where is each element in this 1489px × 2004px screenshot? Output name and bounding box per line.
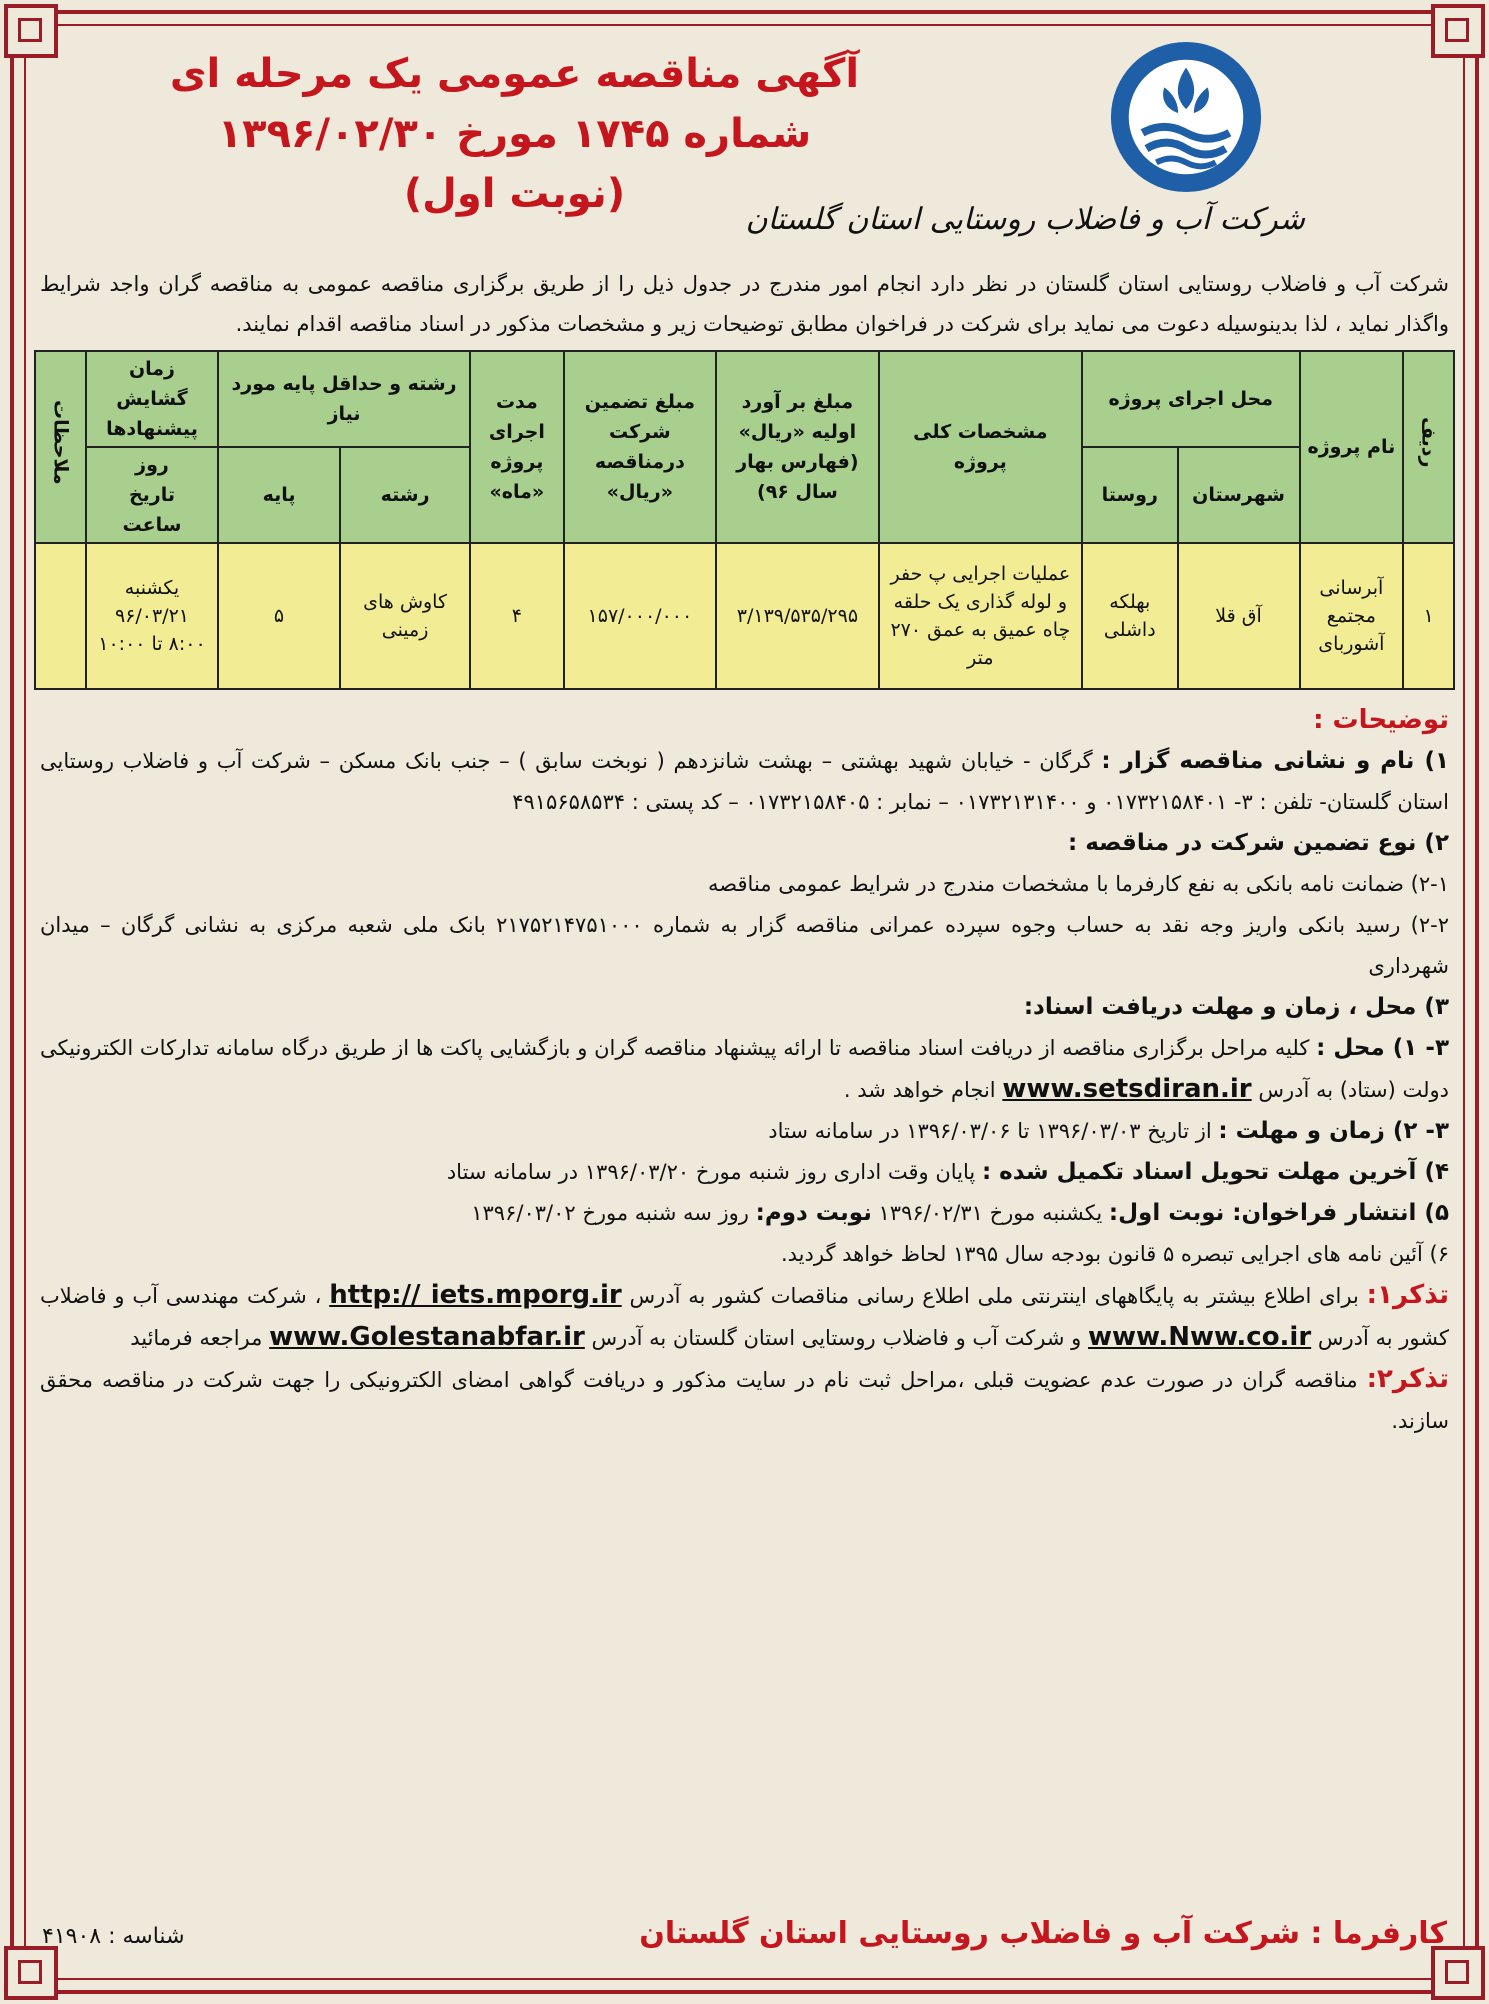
header-time: ساعت	[122, 514, 182, 536]
note-4-text: پایان وقت اداری روز شنبه مورخ ۱۳۹۶/۰۳/۲۰ در سامانه ستاد	[446, 1160, 976, 1184]
header-opening: زمان گشایش پیشنهادها	[86, 351, 218, 447]
header-guarantee: مبلغ تضمین شرکت درمناقصه «ریال»	[564, 351, 716, 543]
cell-project-name: آبرسانی مجتمع آشوربای	[1300, 543, 1404, 689]
cell-guarantee: ۱۵۷/۰۰۰/۰۰۰	[564, 543, 716, 689]
header-project-name: نام پروژه	[1300, 351, 1404, 543]
notes-section	[34, 700, 1455, 1442]
cell-county: آق قلا	[1178, 543, 1300, 689]
cell-base: ۵	[218, 543, 340, 689]
header-row-no: ردیف	[1403, 351, 1454, 543]
note-5-text1: یکشنبه مورخ ۱۳۹۶/۰۲/۳۱	[878, 1201, 1103, 1225]
header-day-date-time	[86, 447, 218, 543]
note-1	[40, 741, 1449, 823]
note-4-label: ۴) آخرین مهلت تحویل اسناد تکمیل شده :	[981, 1159, 1449, 1185]
notes-heading: توضیحات :	[1313, 705, 1449, 735]
note-2-1: ۲-۱) ضمانت نامه بانکی به نفع کارفرما با مشخصات مندرج در شرایط عمومی مناقصه	[708, 872, 1449, 896]
header-village: روستا	[1082, 447, 1178, 543]
cell-day: یکشنبه	[124, 577, 180, 599]
cell-remarks	[35, 543, 86, 689]
reminder-1-text2: ، شرکت مهندسی آب و فاضلاب کشور به آدرس	[40, 1284, 1449, 1350]
note-6: ۶) آئین نامه های اجرایی تبصره ۵ قانون بودجه سال ۱۳۹۵ لحاظ خواهد گردید.	[780, 1242, 1449, 1266]
table-row	[35, 543, 1454, 689]
tender-title: آگهی مناقصه عمومی یک مرحله ای	[169, 51, 860, 97]
note-1-title: ۱) نام و نشانی مناقصه گزار :	[1101, 748, 1450, 774]
company-logo-icon	[1107, 38, 1265, 196]
footer	[34, 1916, 1455, 1964]
reminder-2	[40, 1359, 1449, 1442]
reminder-2-label: تذکر۲:	[1366, 1364, 1449, 1394]
header-location: محل اجرای پروژه	[1082, 351, 1300, 447]
header-day: روز	[135, 454, 169, 476]
reminder-1-label: تذکر۱:	[1366, 1280, 1450, 1310]
nww-link[interactable]: www.Nww.co.ir	[1088, 1322, 1312, 1352]
note-5-label2: نوبت دوم:	[755, 1200, 872, 1226]
note-5-text2: روز سه شنبه مورخ ۱۳۹۶/۰۳/۰۲	[471, 1201, 749, 1225]
iets-link[interactable]: http:// iets.mporg.ir	[329, 1280, 622, 1310]
header-duration: مدت اجرای پروژه «ماه»	[470, 351, 564, 543]
note-2-title: ۲) نوع تضمین شرکت در مناقصه :	[1067, 830, 1449, 856]
announcement	[34, 34, 1455, 1970]
header-county: شهرستان	[1178, 447, 1300, 543]
round-label: (نوبت اول)	[403, 171, 626, 217]
cell-date: ۹۶/۰۳/۲۱	[114, 605, 189, 627]
company-name: شرکت آب و فاضلاب روستایی استان گلستان	[745, 202, 1305, 237]
header-date: تاریخ	[128, 484, 175, 506]
header	[34, 34, 1455, 264]
note-1-text: گرگان - خیابان شهید بهشتی – بهشت شانزدهم ( نوبخت سابق ) – جنب بانک مسکن – شرکت آب و فاضلاب روستایی استان گلستان- تلفن : ۳- ۰۱۷۳۲۱۵۸۴۰۱ و ۰۱۷۳۲۱۳۱۴۰۰ – نمابر : ۰۱۷۳۲۱۵۸۴۰۵ – کد پستی : ۴۹۱۵۶۵۸۵۳۴	[40, 749, 1449, 814]
cell-time: ۸:۰۰ تا ۱۰:۰۰	[98, 633, 206, 655]
note-2-2: ۲-۲) رسید بانکی واریز وجه نقد به حساب وجوه سپرده عمرانی مناقصه گزار به شماره ۲۱۷۵۲۱۴۷۵۱۰۰۰ بانک ملی شعبه مرکزی به نشانی گرگان – میدان شهرداری	[40, 913, 1449, 978]
reminder-1-end: مراجعه فرمائید	[130, 1326, 263, 1350]
reminder-1-text: برای اطلاع بیشتر به پایگاههای اینترنتی ملی اطلاع رسانی مناقصات کشور به آدرس	[629, 1284, 1359, 1308]
employer-line: کارفرما : شرکت آب و فاضلاب روستایی استان گلستان	[639, 1916, 1447, 1951]
header-field: رشته	[340, 447, 470, 543]
note-3-1-text: کلیه مراحل برگزاری مناقصه از دریافت اسناد مناقصه تا ارائه پیشنهاد مناقصه گران و بازگشایی پاکت ها از طریق درگاه سامانه تدارکات الکترونیکی دولت (ستاد) به آدرس	[40, 1036, 1449, 1102]
reminder-1-text3: و شرکت آب و فاضلاب روستایی استان گلستان به آدرس	[591, 1326, 1082, 1350]
note-3-2	[40, 1111, 1449, 1152]
golestanabfar-link[interactable]: www.Golestanabfar.ir	[269, 1322, 585, 1352]
note-3-1-label: ۳- ۱) محل :	[1316, 1035, 1449, 1061]
header-estimate: مبلغ بر آورد اولیه «ریال» (فهارس بهار سال ۹۶)	[716, 351, 879, 543]
note-3-1	[40, 1028, 1449, 1111]
note-3-1-end: انجام خواهد شد .	[843, 1078, 996, 1102]
header-base: پایه	[218, 447, 340, 543]
cell-estimate: ۳/۱۳۹/۵۳۵/۲۹۵	[716, 543, 879, 689]
cell-field: کاوش های زمینی	[340, 543, 470, 689]
header-grade: رشته و حداقل پایه مورد نیاز	[218, 351, 470, 447]
note-3-2-label: ۳- ۲) زمان و مهلت :	[1218, 1118, 1449, 1144]
setad-link[interactable]: www.setsdiran.ir	[1002, 1074, 1252, 1104]
note-4	[40, 1152, 1449, 1193]
reminder-2-text: مناقصه گران در صورت عدم عضویت قبلی ،مراحل ثبت نام در سایت مذکور و دریافت گواهی امضای الکترونیکی را جهت شرکت در مناقصه محقق سازند.	[40, 1368, 1449, 1433]
note-5-label: ۵) انتشار فراخوان: نوبت اول:	[1108, 1200, 1449, 1226]
note-5	[40, 1193, 1449, 1234]
note-3-2-text: از تاریخ ۱۳۹۶/۰۳/۰۳ تا ۱۳۹۶/۰۳/۰۶ در سامانه ستاد	[768, 1119, 1212, 1143]
tender-table	[34, 350, 1455, 690]
reminder-1	[40, 1275, 1449, 1359]
intro-paragraph: شرکت آب و فاضلاب روستایی استان گلستان در نظر دارد انجام امور مندرج در جدول ذیل را از طریق برگزاری مناقصه عمومی به مناقصه گران واجد شرایط واگذار نماید ، لذا بدینوسیله دعوت می نماید برای شرکت در فراخوان مطابق توضیحات زیر و مشخصات مذکور در اسناد مناقصه اقدام نمایند.	[40, 272, 1449, 336]
header-remarks: ملاحظات	[35, 351, 86, 543]
cell-village: بهلکه داشلی	[1082, 543, 1178, 689]
cell-row-no: ۱	[1403, 543, 1454, 689]
header-specs: مشخصات کلی پروژه	[879, 351, 1082, 543]
cell-specs: عملیات اجرایی پ حفر و لوله گذاری یک حلقه چاه عمیق به عمق ۲۷۰ متر	[879, 543, 1082, 689]
title-block	[34, 44, 995, 224]
cell-duration: ۴	[470, 543, 564, 689]
cell-opening	[86, 543, 218, 689]
note-3-title: ۳) محل ، زمان و مهلت دریافت اسناد:	[1023, 994, 1449, 1020]
ad-id: شناسه : ۴۱۹۰۸	[42, 1924, 185, 1949]
tender-number: شماره ۱۷۴۵ مورخ ۱۳۹۶/۰۲/۳۰	[217, 111, 812, 157]
